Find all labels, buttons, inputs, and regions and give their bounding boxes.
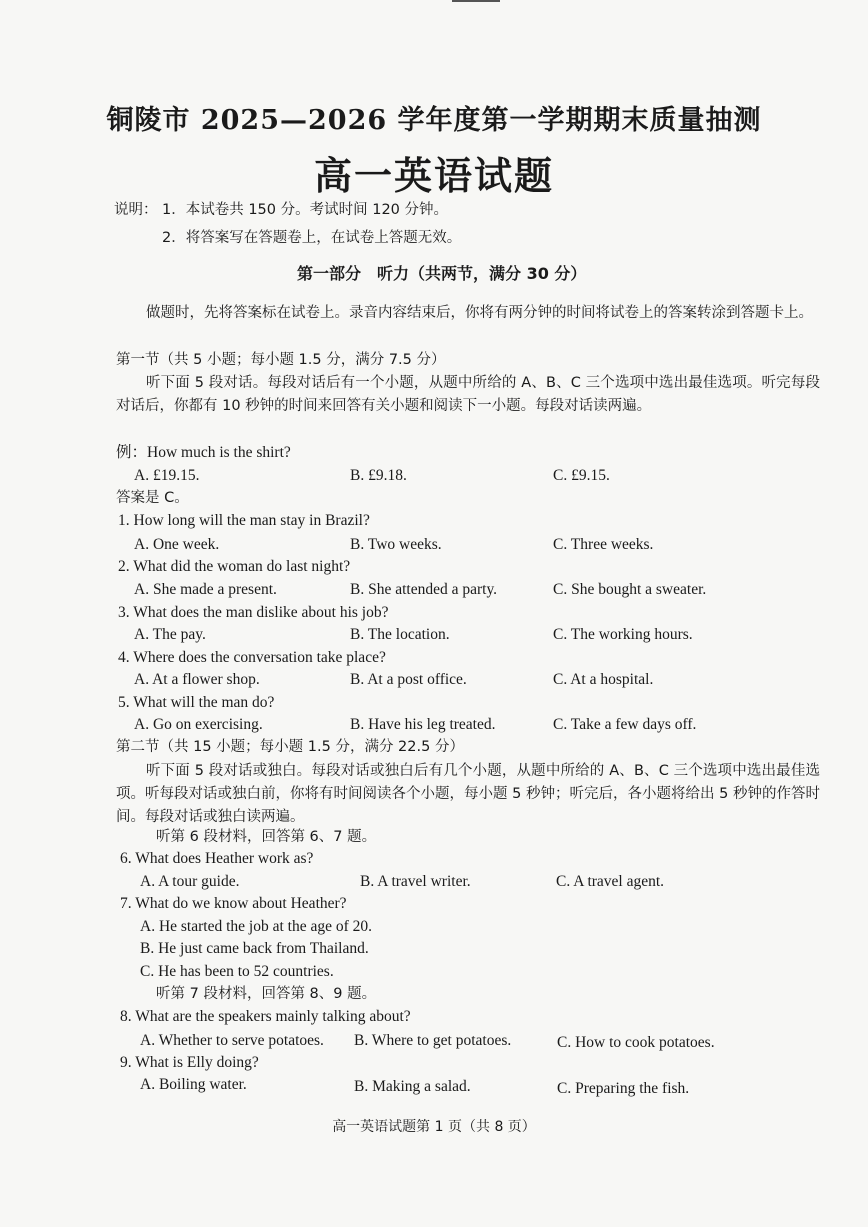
question-7: 7. What do we know about Heather? <box>120 895 347 912</box>
question-8-option-a: A. Whether to serve potatoes. <box>140 1032 324 1049</box>
material-7-instruction: 听第 7 段材料，回答第 8、9 题。 <box>156 986 377 1002</box>
question-5-option-c: C. Take a few days off. <box>553 716 697 733</box>
material-6-instruction: 听第 6 段材料，回答第 6、7 题。 <box>156 829 377 845</box>
question-3: 3. What does the man dislike about his job? <box>118 604 389 621</box>
question-9-option-a: A. Boiling water. <box>140 1076 247 1093</box>
section1-instruction: 听下面 5 段对话。每段对话后有一个小题，从题中所给的 A、B、C 三个选项中选出最佳选项。听完每段对话后，你都有 10 秒钟的时间来回答有关小题和阅读下一小题。每段对话读两遍。 <box>116 375 820 414</box>
question-2: 2. What did the woman do last night? <box>118 558 351 575</box>
question-3-option-a: A. The pay. <box>134 626 206 643</box>
notes-label: 说明： <box>114 202 158 218</box>
question-5: 5. What will the man do? <box>118 694 275 711</box>
question-2-option-a: A. She made a present. <box>134 581 277 598</box>
exam-title: 高一英语试题 <box>313 153 554 198</box>
section2-instruction: 听下面 5 段对话或独白。每段对话或独白后有几个小题，从题中所给的 A、B、C 三个选项中选出最佳选项。听每段对话或独白前，你将有时间阅读各个小题，每小题 5 秒钟；听完后，各小题将给出 5 秒钟的作答时间。每段对话或独白读两遍。 <box>116 763 820 825</box>
example-question: 例：How much is the shirt? <box>116 444 291 461</box>
question-6-option-b: B. A travel writer. <box>360 873 471 890</box>
page-footer: 高一英语试题第 1 页（共 8 页） <box>332 1119 536 1135</box>
section2-heading: 第二节（共 15 小题；每小题 1.5 分，满分 22.5 分） <box>116 739 464 755</box>
question-2-option-b: B. She attended a party. <box>350 581 498 598</box>
question-8-option-c: C. How to cook potatoes. <box>557 1034 715 1051</box>
section1-heading: 第一节（共 5 小题；每小题 1.5 分，满分 7.5 分） <box>116 352 446 368</box>
question-9-option-c: C. Preparing the fish. <box>557 1080 690 1097</box>
question-2-option-c: C. She bought a sweater. <box>553 581 707 598</box>
notes-line-1: 1．本试卷共 150 分。考试时间 120 分钟。 <box>162 202 449 218</box>
question-3-option-b: B. The location. <box>350 626 450 643</box>
question-4: 4. Where does the conversation take place? <box>118 649 386 666</box>
question-6-option-a: A. A tour guide. <box>140 873 240 890</box>
question-7-option-a: A. He started the job at the age of 20. <box>140 918 372 935</box>
question-9-option-b: B. Making a salad. <box>354 1078 471 1095</box>
question-7-option-c: C. He has been to 52 countries. <box>140 963 334 980</box>
scan-mark <box>452 0 500 2</box>
question-4-option-c: C. At a hospital. <box>553 671 654 688</box>
question-7-option-b: B. He just came back from Thailand. <box>140 940 369 957</box>
question-4-option-b: B. At a post office. <box>350 671 467 688</box>
question-8: 8. What are the speakers mainly talking about? <box>120 1008 411 1025</box>
example-option-c: C. £9.15. <box>553 467 610 484</box>
question-1-option-b: B. Two weeks. <box>350 536 442 553</box>
example-option-b: B. £9.18. <box>350 467 407 484</box>
question-1: 1. How long will the man stay in Brazil? <box>118 512 370 529</box>
question-9: 9. What is Elly doing? <box>120 1054 259 1071</box>
question-5-option-a: A. Go on exercising. <box>134 716 263 733</box>
question-8-option-b: B. Where to get potatoes. <box>354 1032 512 1049</box>
example-answer: 答案是 C。 <box>116 490 189 506</box>
part1-intro: 做题时，先将答案标在试卷上。录音内容结束后，你将有两分钟的时间将试卷上的答案转涂到答题卡上。 <box>146 305 813 321</box>
example-option-a: A. £19.15. <box>134 467 200 484</box>
question-6: 6. What does Heather work as? <box>120 850 314 867</box>
question-4-option-a: A. At a flower shop. <box>134 671 260 688</box>
question-5-option-b: B. Have his leg treated. <box>350 716 496 733</box>
question-1-option-a: A. One week. <box>134 536 220 553</box>
exam-school-line: 铜陵市 2025—2026 学年度第一学期期末质量抽测 <box>106 105 762 136</box>
part1-heading: 第一部分 听力（共两节，满分 30 分） <box>297 264 587 283</box>
question-3-option-c: C. The working hours. <box>553 626 693 643</box>
question-6-option-c: C. A travel agent. <box>556 873 665 890</box>
notes-line-2: 2．将答案写在答题卷上，在试卷上答题无效。 <box>162 230 462 246</box>
question-1-option-c: C. Three weeks. <box>553 536 654 553</box>
